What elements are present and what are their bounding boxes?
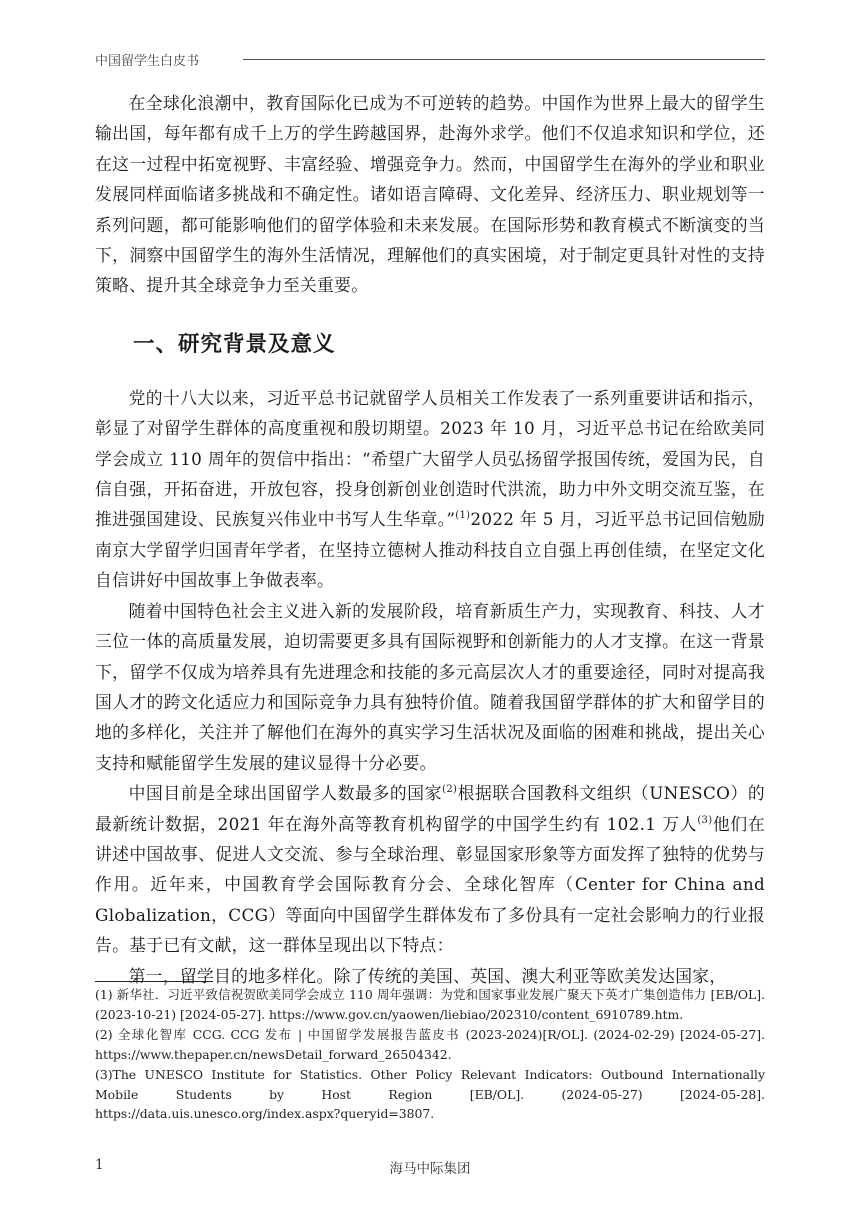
footnote-3: (3)The UNESCO Institute for Statistics. Other Policy Relevant Indicators: Outbound Internationally Mobile Students by Host Region [EB/OL]. (2024-05-27) [2024-05-28]. https://data.uis.unesco.org/index.aspx?queryid=3807. (95, 1067, 765, 1121)
main-content (95, 88, 765, 991)
footnote-separator (95, 981, 213, 982)
footnote-1: (1) 新华社．习近平致信祝贺欧美同学会成立 110 周年强调：为党和国家事业发展广聚天下英才广集创造伟力 [EB/OL]. (2023-10-21) [2024-05-27]. https://www.gov.cn/yaowen/liebiao/202310/content_6910789.htm. (95, 987, 765, 1022)
publisher-name: 海马中际集团 (389, 1161, 471, 1177)
page-number: 1 (95, 1157, 104, 1173)
paragraph-statistics (95, 778, 765, 960)
paragraph-development: 随着中国特色社会主义进入新的发展阶段，培育新质生产力，实现教育、科技、人才三位一体的高质量发展，迫切需要更多具有国际视野和创新能力的人才支撑。在这一背景下，留学不仅成为培养具有先进理念和技能的多元高层次人才的重要途径，同时对提高我国人才的跨文化适应力和国际竞争力具有独特价值。随着我国留学群体的扩大和留学目的地的多样化，关注并了解他们在海外的真实学习生活状况及面临的困难和挑战，提出关心支持和赋能留学生发展的建议显得十分必要。 (95, 600, 765, 773)
footnotes (95, 985, 765, 1125)
paragraph-text: 根据联合国教科文组织（UNESCO）的最新统计数据，2021 年在海外高等教育机构留学的中国学生约有 102.1 万人 (95, 783, 765, 834)
paragraph-policy (95, 383, 765, 596)
page-footer (95, 1157, 765, 1179)
paragraph-first-feature: 第一，留学目的地多样化。除了传统的美国、英国、澳大利亚等欧美发达国家， (128, 965, 727, 986)
footnote-2: (2) 全球化智库 CCG. CCG 发布 | 中国留学发展报告蓝皮书 (2023-2024)[R/OL]. (2024-02-29) [2024-05-27]. https://www.thepaper.cn/newsDetail_forward_26504342. (95, 1027, 765, 1062)
paragraph-text: 党的十八大以来，习近平总书记就留学人员相关工作发表了一系列重要讲话和指示，彰显了对留学生群体的高度重视和殷切期望。2023 年 10 月，习近平总书记在给欧美同学会成立 110 周年的贺信中指出：“希望广大留学人员弘扬留学报国传统，爱国为民，自信自强，开拓奋进，开放包容，投身创新创业创造时代洪流，助力中外文明交流互鉴，在推进强国建设、民族复兴伟业中书写人生华章。” (95, 387, 765, 530)
footnote-ref-1[interactable]: (1) (455, 510, 471, 522)
section-heading: 一、研究背景及意义 (133, 331, 336, 357)
footnote-ref-2[interactable]: (2) (442, 784, 458, 796)
paragraph-text: 他们在讲述中国故事、促进人文交流、参与全球治理、彰显国家形象等方面发挥了独特的优势与作用。近年来，中国教育学会国际教育分会、全球化智库（Center for China and Globalization，CCG）等面向中国留学生群体发布了多份具有一定社会影响力的行业报告。基于已有文献，这一群体呈现出以下特点： (95, 813, 765, 956)
paragraph-text: 中国目前是全球出国留学人数最多的国家 (128, 783, 443, 804)
running-header (95, 49, 765, 69)
paragraph-text: 2022 年 5 月，习近平总书记回信勉励南京大学留学归国青年学者，在坚持立德树人推动科技自立自强上再创佳绩，在坚定文化自信讲好中国故事上争做表率。 (95, 509, 765, 591)
header-rule (243, 59, 765, 60)
footnote-ref-3[interactable]: (3) (697, 814, 713, 826)
intro-paragraph: 在全球化浪潮中，教育国际化已成为不可逆转的趋势。中国作为世界上最大的留学生输出国，每年都有成千上万的学生跨越国界，赴海外求学。他们不仅追求知识和学位，还在这一过程中拓宽视野、丰富经验、增强竞争力。然而，中国留学生在海外的学业和职业发展同样面临诸多挑战和不确定性。诸如语言障碍、文化差异、经济压力、职业规划等一系列问题，都可能影响他们的留学体验和未来发展。在国际形势和教育模式不断演变的当下，洞察中国留学生的海外生活情况，理解他们的真实困境，对于制定更具针对性的支持策略、提升其全球竞争力至关重要。 (95, 93, 765, 296)
document-title: 中国留学生白皮书 (95, 53, 200, 69)
